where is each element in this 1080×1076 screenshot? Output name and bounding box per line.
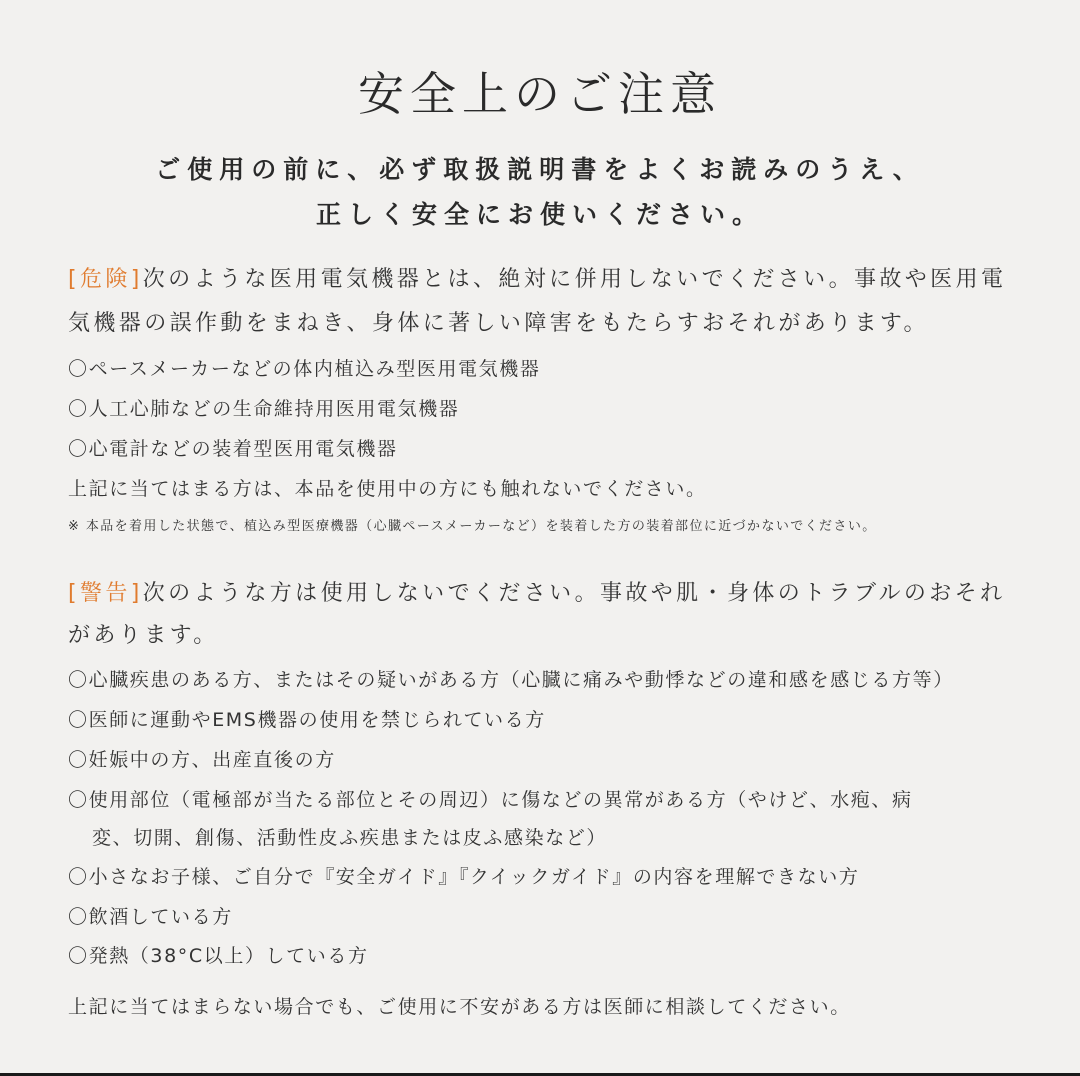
subtitle-line-1: ご使用の前に、必ず取扱説明書をよくお読みのうえ、 — [155, 155, 925, 184]
warning-item-3: 〇妊娠中の方、出産直後の方 — [68, 749, 336, 771]
danger-text-1: 次のような医用電気機器とは、絶対に併用しないでください。事故や医用電 — [142, 267, 1007, 292]
danger-item-2: 〇人工心肺などの生命維持用医用電気機器 — [68, 398, 460, 420]
warning-paragraph-line-1 — [68, 576, 1028, 607]
danger-tag: [危険] — [68, 267, 143, 292]
warning-text-1: 次のような方は使用しないでください。事故や肌・身体のトラブルのおそれ — [142, 581, 1006, 606]
danger-paragraph-line-2: 気機器の誤作動をまねき、身体に著しい障害をもたらすおそれがあります。 — [68, 311, 929, 336]
warning-item-7: 〇発熱（38°C以上）している方 — [68, 945, 369, 967]
warning-item-4-continued: 変、切開、創傷、活動性皮ふ疾患または皮ふ感染など） — [92, 827, 608, 849]
warning-item-6: 〇飲酒している方 — [68, 906, 233, 928]
warning-item-5: 〇小さなお子様、ご自分で『安全ガイド』『クイックガイド』の内容を理解できない方 — [68, 866, 860, 888]
danger-note: ※ 本品を着用した状態で、植込み型医療機器（心臓ペースメーカーなど）を装着した方の装着部位に近づかないでください。 — [68, 519, 877, 534]
danger-paragraph-line-1 — [68, 262, 1028, 293]
danger-item-3: 〇心電計などの装着型医用電気機器 — [68, 438, 398, 460]
warning-after-text: 上記に当てはまらない場合でも、ご使用に不安がある方は医師に相談してください。 — [68, 996, 851, 1018]
warning-item-1: 〇心臓疾患のある方、またはその疑いがある方（心臓に痛みや動悸などの違和感を感じる方等） — [68, 669, 954, 691]
warning-tag: [警告] — [68, 581, 143, 606]
warning-item-2: 〇医師に運動やEMS機器の使用を禁じられている方 — [68, 709, 546, 731]
subtitle-line-2: 正しく安全にお使いください。 — [315, 200, 764, 229]
page-title: 安全上のご注意 — [358, 67, 722, 121]
danger-item-1: 〇ペースメーカーなどの体内植込み型医用電気機器 — [68, 358, 541, 380]
warning-paragraph-line-2: があります。 — [68, 623, 219, 648]
warning-item-4: 〇使用部位（電極部が当たる部位とその周辺）に傷などの異常がある方（やけど、水疱、病 — [68, 789, 913, 811]
danger-after-text: 上記に当てはまる方は、本品を使用中の方にも触れないでください。 — [68, 478, 707, 500]
